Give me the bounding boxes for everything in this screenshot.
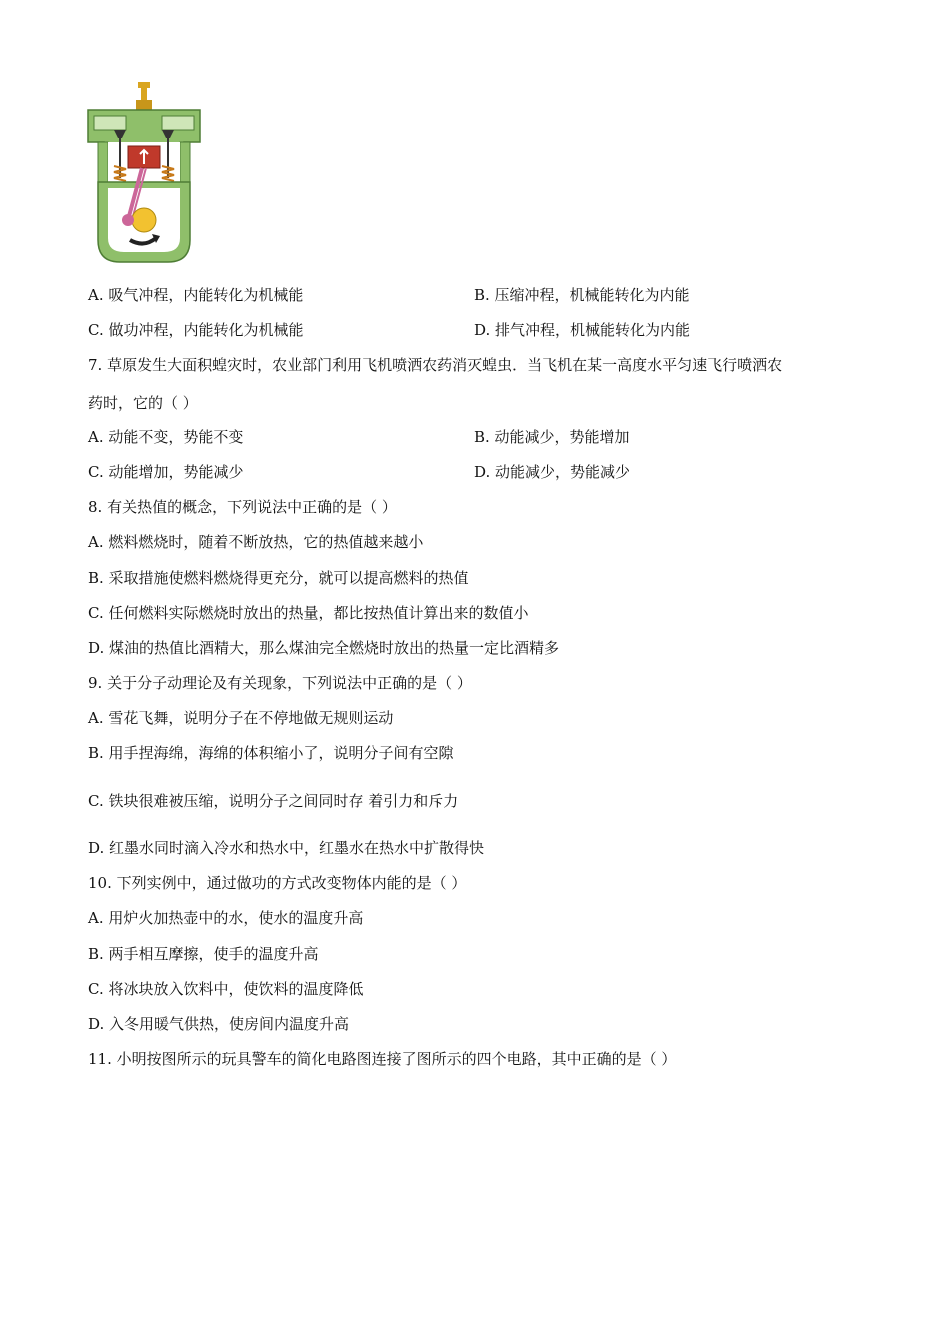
q7-option-d: D. 动能减少，势能减少: [474, 463, 631, 481]
q7-option-b: B. 动能减少，势能增加: [474, 428, 630, 446]
q7-option-c: C. 动能增加，势能减少: [88, 463, 244, 481]
q8-stem: 8. 有关热值的概念，下列说法中正确的是（ ）: [88, 498, 397, 516]
q8-option-c: C. 任何燃料实际燃烧时放出的热量，都比按热值计算出来的数值小: [88, 604, 529, 622]
q10-stem: 10. 下列实例中，通过做功的方式改变物体内能的是（ ）: [88, 874, 467, 892]
q6-option-c: C. 做功冲程，内能转化为机械能: [88, 321, 304, 339]
q9-stem: 9. 关于分子动理论及有关现象，下列说法中正确的是（ ）: [88, 674, 472, 692]
q9-option-d: D. 红墨水同时滴入冷水和热水中，红墨水在热水中扩散得快: [88, 839, 485, 857]
q8-option-a: A. 燃料燃烧时，随着不断放热，它的热值越来越小: [88, 533, 424, 551]
q7-stem-line1: 7. 草原发生大面积蝗灾时，农业部门利用飞机喷洒农药消灭蝗虫．当飞机在某一高度水平匀速飞行喷洒农: [88, 356, 783, 374]
q7-stem-line2: 药时，它的（ ）: [88, 394, 198, 412]
q7-option-a: A. 动能不变，势能不变: [88, 428, 244, 446]
q9-option-c: C. 铁块很难被压缩，说明分子之间同时存 着引力和斥力: [88, 792, 459, 810]
q10-option-c: C. 将冰块放入饮料中，使饮料的温度降低: [88, 980, 364, 998]
q6-option-d: D. 排气冲程，机械能转化为内能: [474, 321, 691, 339]
engine-diagram: [84, 80, 204, 266]
q6-option-a: A. 吸气冲程，内能转化为机械能: [88, 286, 304, 304]
q10-option-b: B. 两手相互摩擦，使手的温度升高: [88, 945, 319, 963]
q10-option-d: D. 入冬用暖气供热，使房间内温度升高: [88, 1015, 350, 1033]
q9-option-b: B. 用手捏海绵，海绵的体积缩小了，说明分子间有空隙: [88, 744, 454, 762]
q10-option-a: A. 用炉火加热壶中的水，使水的温度升高: [88, 909, 364, 927]
q11-stem: 11. 小明按图所示的玩具警车的简化电路图连接了图所示的四个电路，其中正确的是（ ）: [88, 1050, 677, 1068]
q9-option-a: A. 雪花飞舞，说明分子在不停地做无规则运动: [88, 709, 394, 727]
q8-option-d: D. 煤油的热值比酒精大，那么煤油完全燃烧时放出的热量一定比酒精多: [88, 639, 560, 657]
q6-option-b: B. 压缩冲程，机械能转化为内能: [474, 286, 690, 304]
q8-option-b: B. 采取措施使燃料燃烧得更充分，就可以提高燃料的热值: [88, 569, 469, 587]
